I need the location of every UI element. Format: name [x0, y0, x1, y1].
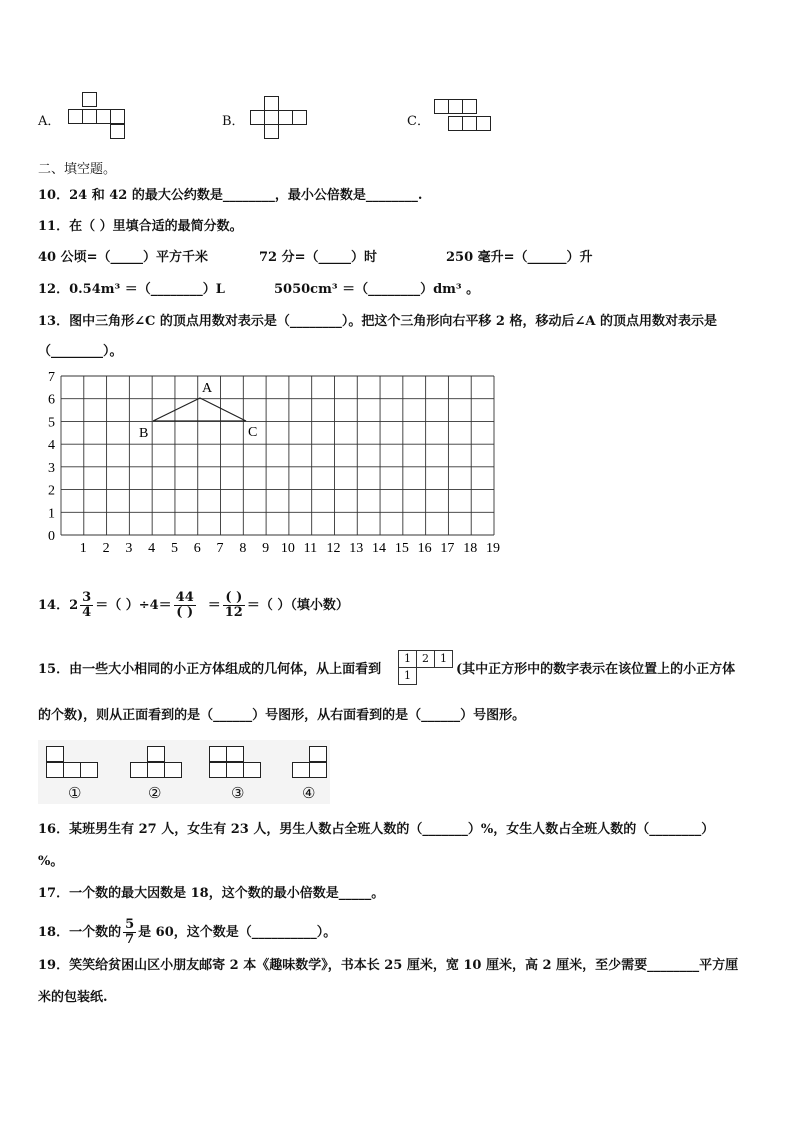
x-tick-label: 14: [372, 541, 387, 556]
question-11-stem: 11．在（ ）里填合适的最简分数。: [38, 219, 243, 234]
q18-suffix: 是 60，这个数是（__________）。: [138, 925, 337, 940]
q14-fraction-1: [174, 591, 196, 620]
q18-num: 5: [125, 917, 135, 932]
option-b-label: B．: [222, 114, 245, 129]
point-c-label: C: [248, 425, 258, 440]
question-10: 10．24 和 42 的最大公约数是________，最小公倍数是________.: [38, 188, 423, 203]
option-c-label: C．: [407, 114, 430, 129]
question-13-line1: 13．图中三角形∠C 的顶点用数对表示是（________）。把这个三角形向右平移 2 格，移动后∠A 的顶点用数对表示是: [38, 314, 717, 329]
x-tick-label: 17: [440, 541, 455, 556]
x-tick-label: 3: [125, 541, 133, 556]
question-17: 17．一个数的最大因数是 18，这个数的最小倍数是_____。: [38, 886, 385, 901]
question-11-part2: 72 分=（_____）时: [259, 250, 378, 265]
question-15-line2: 的个数)，则从正面看到的是（______）号图形，从右面看到的是（______）号图形。: [38, 708, 526, 723]
view-label-2: ②: [148, 784, 162, 802]
y-tick-label: 4: [48, 438, 55, 454]
question-18: [38, 918, 336, 947]
x-tick-label: 19: [486, 541, 500, 556]
question-15-line1b: (其中正方形中的数字表示在该位置上的小正方体: [456, 662, 736, 677]
triangle-abc: [153, 398, 246, 421]
x-tick-label: 18: [463, 541, 478, 556]
question-19-line1: 19．笑笑给贫困山区小朋友邮寄 2 本《趣味数学》，书本长 25 厘米，宽 10 厘米，高 2 厘米，至少需要________平方厘: [38, 958, 739, 973]
x-tick-label: 16: [417, 541, 432, 556]
q14-mixed-fraction: [80, 591, 93, 620]
q18-den: 7: [125, 932, 135, 947]
x-tick-label: 1: [79, 541, 87, 556]
q14-eq3: ＝（ ）（填小数）: [246, 598, 349, 613]
option-a-label: A．: [38, 114, 61, 129]
question-11-part1: 40 公顷=（_____）平方千米: [38, 250, 209, 265]
view-label-1: ①: [68, 784, 82, 802]
question-12-part1: 12．0.54m³ ＝（________）L: [38, 282, 225, 297]
y-tick-label: 3: [48, 460, 55, 476]
q14-eq2: ＝: [207, 598, 221, 613]
top-view-cell: 2: [416, 650, 435, 668]
q14-frac1-num: 44: [175, 590, 194, 605]
section-title: 二、填空题。: [38, 162, 117, 177]
q14-prefix: 14．2: [38, 598, 79, 613]
q18-prefix: 18．一个数的: [38, 925, 122, 940]
question-13-line2: （________）。: [38, 344, 123, 359]
q14-frac2-num: ( ): [223, 591, 245, 606]
y-tick-label: 6: [48, 392, 55, 408]
q14-frac2-den: 12: [224, 605, 243, 620]
question-11-part3: 250 毫升=（______）升: [446, 250, 593, 265]
x-tick-label: 2: [102, 541, 110, 556]
y-tick-label: 1: [48, 506, 55, 522]
x-tick-label: 5: [170, 541, 178, 556]
question-15-line1a: 15．由一些大小相同的小正方体组成的几何体，从上面看到: [38, 662, 382, 677]
x-tick-label: 4: [148, 541, 156, 556]
q18-fraction: [123, 918, 136, 947]
x-tick-label: 13: [349, 541, 364, 556]
point-b-label: B: [139, 426, 149, 441]
x-tick-label: 11: [303, 541, 318, 556]
x-tick-label: 8: [239, 541, 247, 556]
view-options: [38, 740, 330, 804]
y-tick-label: 0: [48, 529, 55, 544]
top-view-cell: 1: [434, 650, 453, 668]
x-tick-label: 9: [262, 541, 270, 556]
x-tick-label: 15: [394, 541, 409, 556]
q14-frac1-den: ( ): [176, 605, 194, 620]
question-12-part2: 5050cm³ ＝（________）dm³ 。: [274, 282, 480, 297]
view-label-4: ④: [302, 784, 316, 802]
x-tick-label: 6: [193, 541, 201, 556]
question-19-line2: 米的包装纸.: [38, 990, 108, 1005]
q14-fraction-2: [223, 591, 245, 620]
point-a-label: A: [202, 381, 213, 396]
question-14: [38, 591, 349, 620]
top-view-cell: 1: [398, 667, 417, 685]
question-16-line2: %。: [38, 854, 64, 869]
view-label-3: ③: [231, 784, 245, 802]
q14-mixed-num: 3: [82, 590, 92, 605]
y-tick-label: 5: [48, 415, 55, 431]
top-view-cell: 1: [398, 650, 417, 668]
y-tick-label: 7: [48, 370, 55, 385]
coordinate-grid: [36, 370, 506, 558]
y-tick-label: 2: [48, 483, 55, 499]
x-tick-label: 10: [280, 541, 295, 556]
q14-mixed-den: 4: [82, 605, 92, 620]
x-tick-label: 12: [326, 541, 341, 556]
x-tick-label: 7: [216, 541, 224, 556]
question-16-line1: 16．某班男生有 27 人，女生有 23 人，男生人数占全班人数的（_______）%，女生人数占全班人数的（________）: [38, 822, 715, 837]
q14-eq1: ＝（ ）÷4＝: [95, 598, 172, 613]
